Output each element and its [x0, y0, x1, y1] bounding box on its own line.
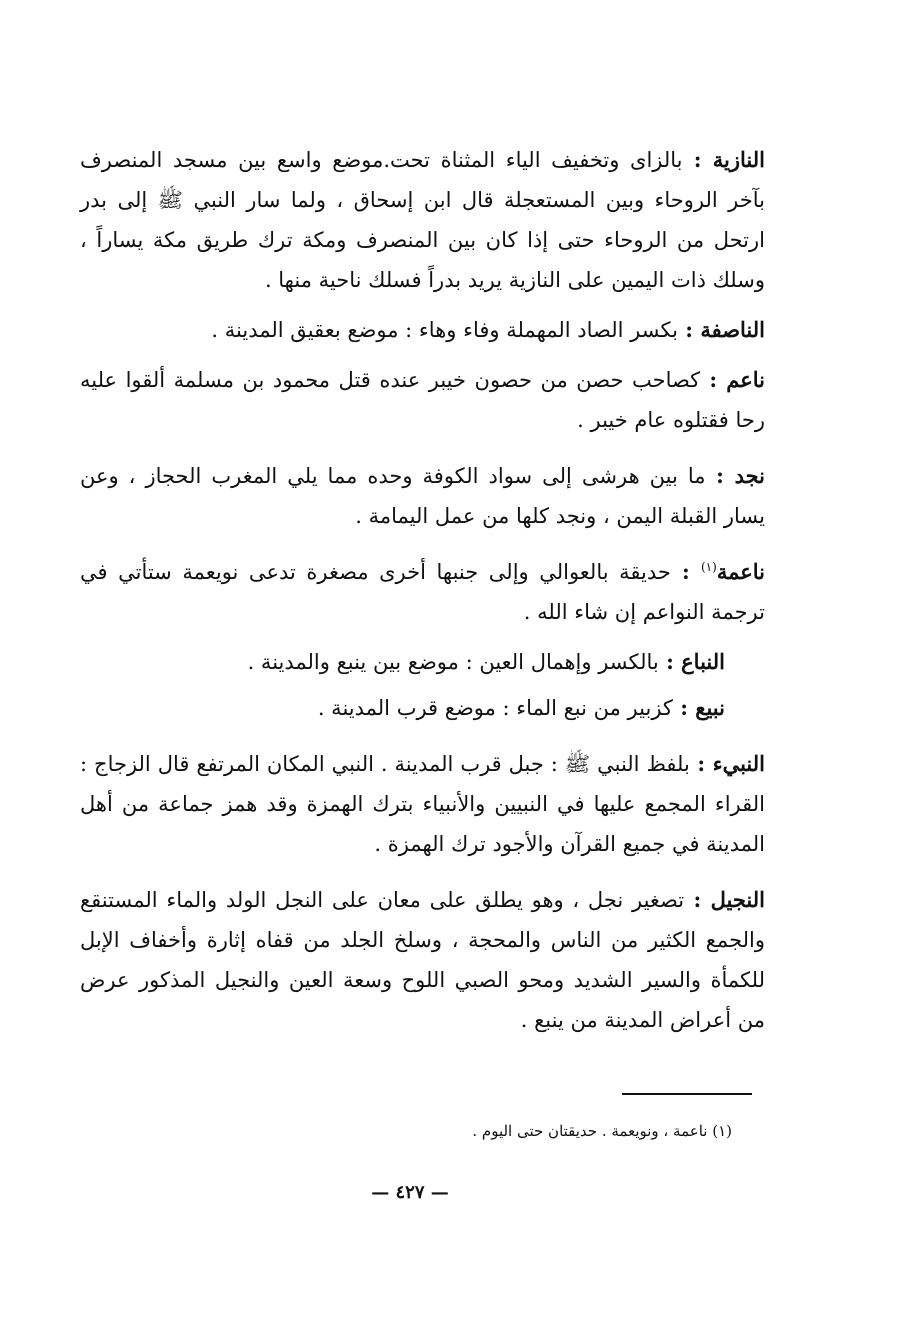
- footnote-reference: (١): [700, 560, 717, 574]
- entry-text: كزبير من نبع الماء : موضع قرب المدينة .: [317, 696, 673, 720]
- entry-al-nibaa: [80, 642, 765, 682]
- entries-list: [80, 140, 765, 1050]
- entry-text: بلفظ النبي ﷺ : جبل قرب المدينة . النبي المكان المرتفع قال الزجاج : القراء المجمع عليها في النبيين والأنبياء بترك الهمزة وقد همز جماعة من أهل المدينة في جميع القرآن والأجود ترك الهمزة .: [80, 752, 765, 856]
- entry-naima: [80, 552, 765, 632]
- entry-headword: الناصفة: [700, 317, 765, 342]
- entry-separator: :: [670, 559, 701, 584]
- entry-separator: :: [689, 751, 713, 776]
- entry-text: حديقة بالعوالي وإلى جنبها أخرى مصغرة تدعى نويعمة ستأتي في ترجمة النواعم إن شاء الله .: [80, 560, 765, 624]
- page-number: — ٤٢٧ —: [371, 1182, 449, 1203]
- entry-separator: :: [705, 463, 735, 488]
- entry-headword: النازية: [712, 147, 765, 172]
- entry-separator: :: [677, 317, 701, 342]
- entry-separator: :: [684, 887, 711, 912]
- entry-al-naziya: [80, 140, 765, 300]
- entry-separator: :: [672, 695, 696, 720]
- entry-separator: :: [682, 147, 713, 172]
- entry-naim: [80, 360, 765, 440]
- entry-headword: نجد: [734, 463, 766, 488]
- entry-separator: :: [658, 649, 682, 674]
- entry-text: بالكسر وإهمال العين : موضع بين ينبع والمدينة .: [247, 650, 659, 674]
- entry-headword: ناعم: [726, 367, 766, 392]
- entry-al-nabi: [80, 744, 765, 864]
- entry-al-nasifa: [80, 310, 765, 350]
- entry-headword: ناعمة: [716, 559, 765, 584]
- entry-headword: نبيع: [695, 695, 725, 720]
- entry-text: بكسر الصاد المهملة وفاء وهاء : موضع بعقيق المدينة .: [211, 318, 678, 342]
- entry-nubay: [80, 688, 765, 728]
- entry-separator: :: [700, 367, 727, 392]
- entry-text: بالزاى وتخفيف الياء المثناة تحت.موضع واسع بين مسجد المنصرف بآخر الروحاء وبين المستعجلة قال ابن إسحاق ، ولما سار النبي ﷺ إلى بدر ارتحل من الروحاء حتى إذا كان بين المنصرف ومكة ترك طريق مكة يساراً ، وسلك ذات اليمين على النازية يريد بدراً فسلك ناحية منها .: [80, 148, 765, 292]
- entry-najd: [80, 456, 765, 536]
- entry-text: تصغير نجل ، وهو يطلق على معان على النجل الولد والماء المستنقع والجمع الكثير من الناس والمحجة ، وسلخ الجلد من قفاه إثارة وأخفاف الإبل للكمأة والسير الشديد ومحو الصبي اللوح وسعة العين والنجيل المذكور عرض من أعراض المدينة من ينبع .: [80, 888, 765, 1032]
- entry-al-nujayl: [80, 880, 765, 1040]
- entry-headword: النباع: [681, 649, 725, 674]
- entry-headword: النبيء: [712, 751, 766, 776]
- footnote-divider: [622, 1093, 752, 1095]
- entry-headword: النجيل: [710, 887, 766, 912]
- footnote: (١) ناعمة ، ونويعمة . حديقتان حتى اليوم .: [472, 1122, 732, 1140]
- entry-text: كصاحب حصن من حصون خيبر عنده قتل محمود بن مسلمة ألقوا عليه رحا فقتلوه عام خيبر .: [80, 368, 765, 432]
- entry-text: ما بين هرشى إلى سواد الكوفة وحده مما يلي المغرب الحجاز ، وعن يسار القبلة اليمن ، ونجد كلها من عمل اليمامة .: [80, 464, 765, 528]
